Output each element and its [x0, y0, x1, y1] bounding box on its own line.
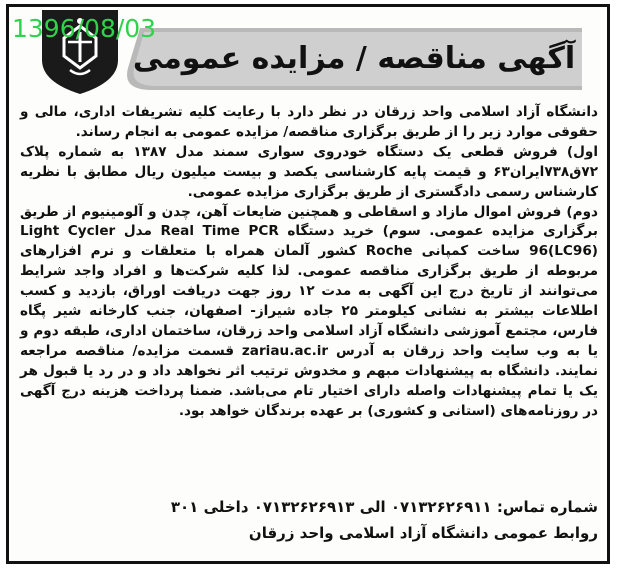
contact-signature: روابط عمومی دانشگاه آزاد اسلامی واحد زرقان	[248, 524, 598, 542]
paragraph-first-item: اول) فروش قطعی یک دستگاه خودروی سواری سمند مدل ۱۳۸۷ به شماره پلاک ۷۲ق۷۳۸ایران۶۳ و قیمت پایه کارشناسی یکصد و بیست میلیون ریال مطابق با نظریه کارشناس رسمی دادگستری از طریق برگزاری مزایده عمومی.	[20, 143, 599, 200]
paragraph-second-third-items: دوم) فروش اموال مازاد و اسقاطی و همچنین ضایعات آهن، چدن و آلومینیوم از طریق برگزاری مزایده عمومی. سوم) خرید دستگاه Real Time PCR مدل Light Cycler 96(LC96) ساخت کمپانی Roche کشور آلمان همراه با متعلقات و نرم افزارهای مربوطه از طریق برگزاری مناقصه عمومی. لذا کلیه شرکت‌ها و افراد واجد شرایط می‌توانند از تاریخ درج این آگهی به مدت ۱۲ روز جهت دریافت اوراق، بازدید و کسب اطلاعات بیشتر به نشانی کیلومتر ۲۵ جاده شیراز- اصفهان، جنب کارخانه شیر پگاه فارس، مجتمع آموزشی دانشگاه آزاد اسلامی واحد زرقان، ساختمان اداری، طبقه دوم و یا به وب سایت واحد زرقان به آدرس zariau.ac.ir قسمت مزایده/ مناقصه مراجعه نمایند. دانشگاه به پیشنهادات مبهم و مخدوش ترتیب اثر نخواهد داد و در رد یا قبول هر یک یا تمام پیشنهادات واصله دارای اختیار تام می‌باشد. ضمنا پرداخت هزینه درج آگهی در روزنامه‌های (استانی و کشوری) بر عهده برندگان خواهد بود.	[20, 203, 599, 419]
contact-phone: شماره تماس: ۰۷۱۳۲۶۲۶۹۱۱ الی ۰۷۱۳۲۶۲۶۹۱۳ داخلی ۳۰۱	[170, 498, 598, 516]
paragraph-intro: دانشگاه آزاد اسلامی واحد زرقان در نظر دارد با رعایت کلیه تشریفات اداری، مالی و حقوقی موارد زیر را از طریق برگزاری مناقصه/ مزایده عمومی به انجام رساند.	[20, 104, 598, 140]
notice-title: آگهی مناقصه / مزایده عمومی	[132, 41, 576, 76]
notice-header	[126, 28, 582, 90]
notice-contact	[20, 494, 598, 546]
date-stamp: 1396/08/03	[12, 14, 157, 43]
notice-body	[20, 103, 598, 422]
